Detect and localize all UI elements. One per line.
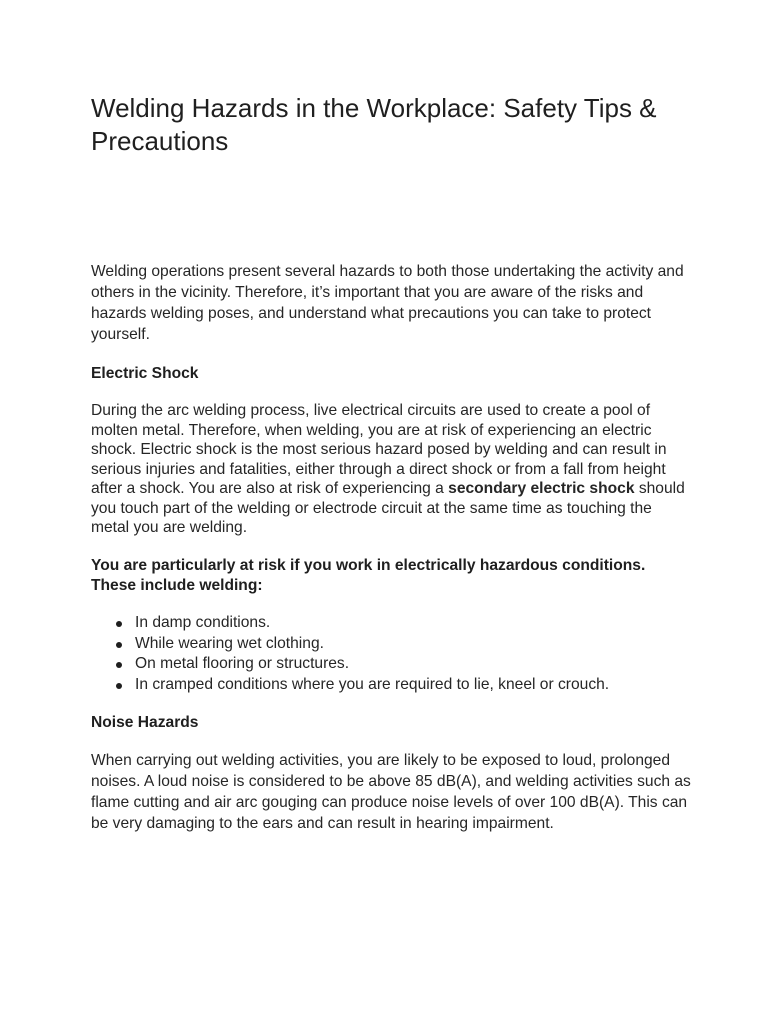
electric-shock-text-start: During the arc welding process, live electrical circuits are used to create a pool of molten metal. Therefore, when welding, you are at risk of experiencing an electric shock. Electric shock is the most serious hazard posed by welding and can result in serious injuries and fatalities, either through a direct shock or from a fall from height after a shock. You are also at risk of experiencing a xyxy=(91,402,667,497)
electric-shock-text-end: should you touch part of the welding or electrode circuit at the same time as touching the metal you are welding. xyxy=(91,480,685,536)
list-item xyxy=(91,654,691,675)
list-item xyxy=(91,613,691,634)
list-item-text: In cramped conditions where you are required to lie, kneel or crouch. xyxy=(135,675,610,693)
bullet-icon xyxy=(116,642,122,648)
section-heading-electric-shock: Electric Shock xyxy=(91,365,199,382)
list-item-text: On metal flooring or structures. xyxy=(135,655,350,672)
risk-statement: You are particularly at risk if you work in electrically hazardous conditions. These include welding: xyxy=(91,557,646,594)
list-item-text: In damp conditions. xyxy=(135,614,271,631)
section-heading-noise-hazards: Noise Hazards xyxy=(91,714,199,731)
secondary-electric-shock-emphasis: secondary electric shock xyxy=(448,480,635,497)
list-item-text: While wearing wet clothing. xyxy=(135,634,324,652)
page-title: Welding Hazards in the Workplace: Safety Tips & Precautions xyxy=(91,93,657,156)
bullet-icon xyxy=(116,621,122,627)
list-item xyxy=(91,675,691,696)
bullet-icon xyxy=(116,662,122,668)
noise-hazards-paragraph: When carrying out welding activities, you are likely to be exposed to loud, prolonged noises. A loud noise is considered to be above 85 dB(A), and welding activities such as flame cutting and air arc gouging can produce noise levels of over 100 dB(A). This can be very damaging to the ears and can result in hearing impairment. xyxy=(91,752,691,832)
list-item xyxy=(91,634,691,655)
bullet-icon xyxy=(116,683,122,689)
intro-paragraph: Welding operations present several hazards to both those undertaking the activity and others in the vicinity. Therefore, it’s important that you are aware of the risks and hazards welding poses, and understand what precautions you can take to protect yourself. xyxy=(91,263,684,343)
electric-shock-paragraph xyxy=(91,401,691,538)
hazardous-conditions-list xyxy=(91,613,691,695)
